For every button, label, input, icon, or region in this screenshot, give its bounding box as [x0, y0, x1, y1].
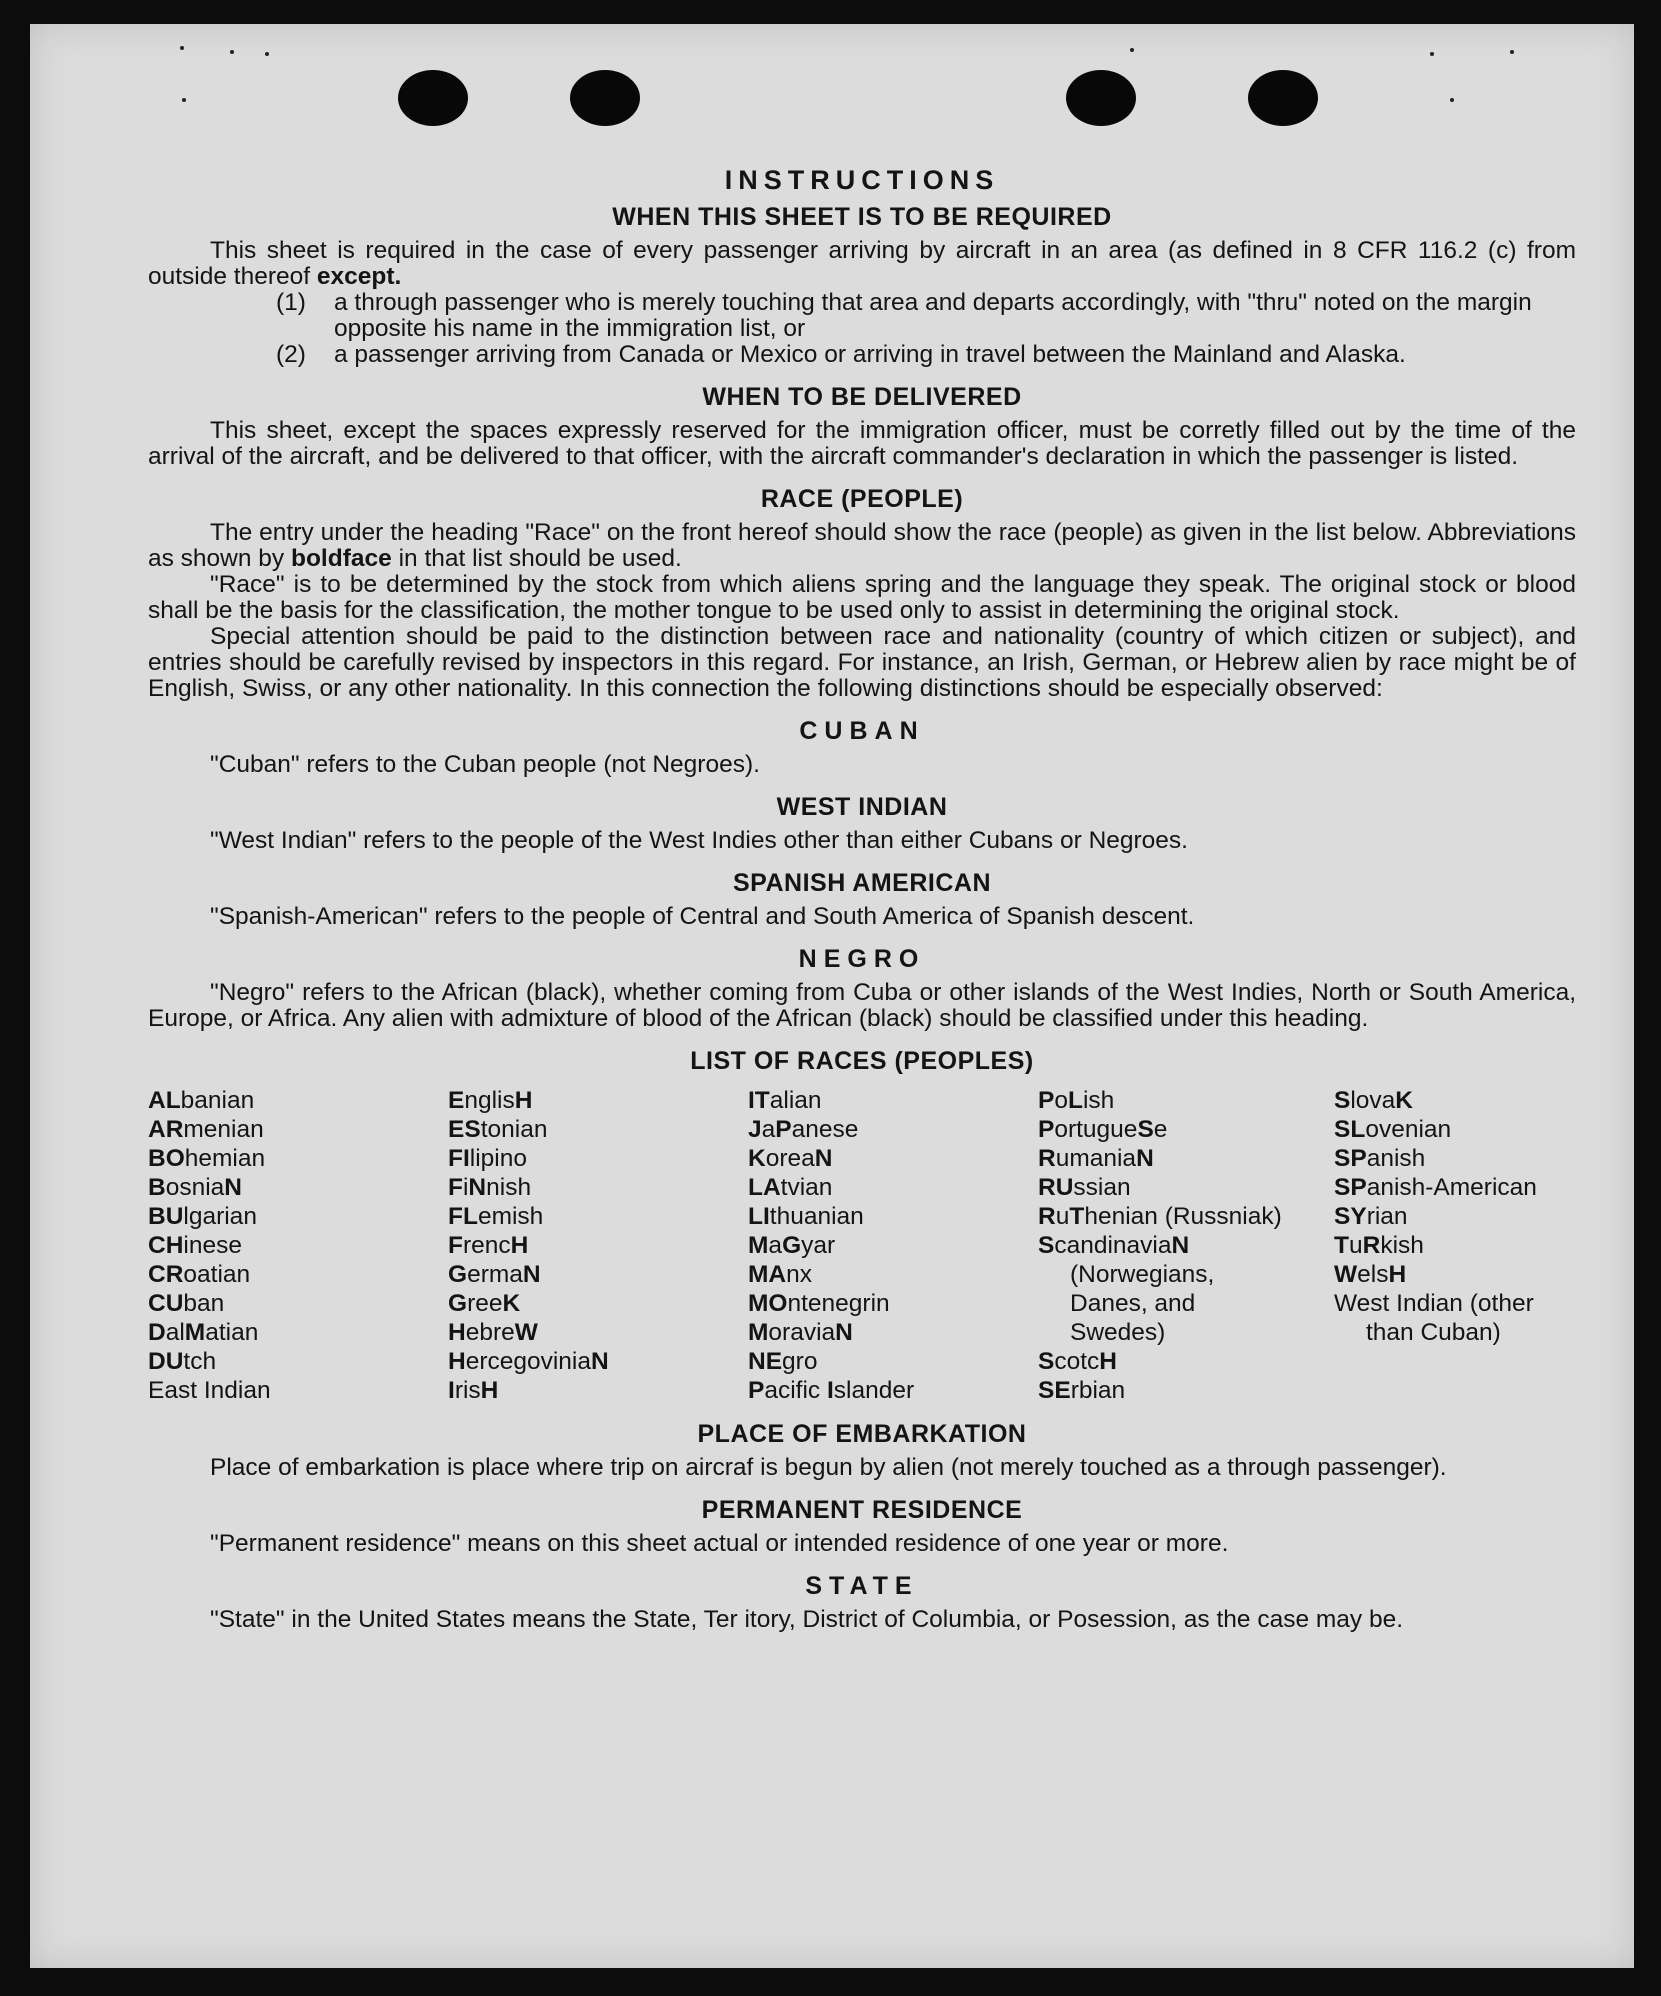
- residence-text: "Permanent residence" means on this sheet actual or intended residence of one year or more.: [210, 1530, 1229, 1557]
- race-item: [1334, 1144, 1576, 1173]
- speck: [230, 50, 234, 54]
- race-item: [448, 1086, 748, 1115]
- exception-item: (2) a passenger arriving from Canada or Mexico or arriving in travel between the Mainland and Alaska.: [276, 341, 1406, 368]
- race-item-part: G: [448, 1261, 468, 1288]
- race-item-part: o: [1054, 1087, 1068, 1114]
- race-item-part: N: [1136, 1145, 1154, 1172]
- race-item-part: ban: [183, 1290, 225, 1317]
- speck: [180, 46, 184, 50]
- race-item-part: ortugue: [1054, 1116, 1138, 1143]
- delivered-text: This sheet, except the spaces expressly reserved for the immigration officer, must be corretly filled out by the time of the arrival of the aircraft, and be delivered to that officer, with the aircraft commander's declaration in which the passenger is listed.: [148, 417, 1576, 470]
- race-item-part: Swedes): [1070, 1319, 1166, 1346]
- race-item: [1334, 1086, 1576, 1115]
- race-item-part: CR: [148, 1261, 184, 1288]
- punch-hole: [1248, 70, 1318, 126]
- race-item-part: R: [1038, 1145, 1056, 1172]
- race-item-part: a: [761, 1116, 776, 1143]
- section-heading-state: STATE: [805, 1572, 919, 1600]
- state-text: "State" in the United States means the State, Ter itory, District of Columbia, or Posession, as the case may be.: [210, 1606, 1404, 1633]
- race-item: [448, 1173, 748, 1202]
- section-heading-spanish-american: SPANISH AMERICAN: [732, 869, 991, 897]
- race-item: [748, 1115, 1038, 1144]
- race-item-part: gro: [782, 1348, 818, 1375]
- race-item-part: atian: [205, 1319, 259, 1346]
- race-item: [1038, 1260, 1334, 1289]
- race-item-part: rian: [1366, 1203, 1408, 1230]
- race-item-part: ercegovinia: [465, 1348, 592, 1375]
- race-item-part: F: [448, 1232, 463, 1259]
- race-item-part: anish-American: [1366, 1174, 1537, 1201]
- race-item: [448, 1376, 748, 1405]
- section-heading-list-of-races: LIST OF RACES (PEOPLES): [690, 1047, 1034, 1075]
- races-column: [148, 1086, 448, 1405]
- race-item: [748, 1260, 1038, 1289]
- race-item-part: I: [826, 1377, 834, 1404]
- race-item: [448, 1347, 748, 1376]
- race-item-part: MA: [748, 1261, 787, 1288]
- race-item-part: G: [448, 1290, 468, 1317]
- punch-hole: [1066, 70, 1136, 126]
- race-item-part: umania: [1055, 1145, 1137, 1172]
- race-item: [148, 1086, 448, 1115]
- race-item-part: ovenian: [1365, 1116, 1452, 1143]
- race-item-part: ish: [1082, 1087, 1115, 1114]
- races-column: [748, 1086, 1038, 1405]
- race-item-part: SP: [1334, 1145, 1367, 1172]
- race-item-part: S: [1038, 1232, 1055, 1259]
- race-item: [748, 1347, 1038, 1376]
- race-item-part: tvian: [780, 1174, 833, 1201]
- spanish-american-text: "Spanish-American" refers to the people of Central and South America of Spanish descent.: [210, 903, 1195, 930]
- race-item-part: P: [1038, 1087, 1055, 1114]
- race-item: [748, 1318, 1038, 1347]
- race-item-part: J: [748, 1116, 762, 1143]
- race-item-part: lgarian: [183, 1203, 257, 1230]
- race-item-part: ris: [454, 1377, 481, 1404]
- race-item-part: NE: [748, 1348, 783, 1375]
- race-item-part: K: [748, 1145, 766, 1172]
- race-item-part: LI: [748, 1203, 770, 1230]
- race-item-part: M: [748, 1319, 769, 1346]
- race-item-part: renc: [462, 1232, 511, 1259]
- race-item: [748, 1376, 1038, 1405]
- race-item-part: lova: [1350, 1087, 1396, 1114]
- race-item: [1334, 1173, 1576, 1202]
- race-item-part: L: [1067, 1087, 1083, 1114]
- race-item: [148, 1202, 448, 1231]
- race-item: [1038, 1289, 1334, 1318]
- race-item-part: M: [184, 1319, 206, 1346]
- race-item-part: kish: [1380, 1232, 1424, 1259]
- race-item-part: W: [1334, 1261, 1358, 1288]
- section-heading-delivered: WHEN TO BE DELIVERED: [702, 383, 1022, 411]
- race-item-part: M: [748, 1232, 769, 1259]
- race-item-part: CH: [148, 1232, 184, 1259]
- race-item-part: MO: [748, 1290, 788, 1317]
- race-item: [1038, 1347, 1334, 1376]
- instructions-content: [148, 164, 1576, 1633]
- race-item-part: ES: [448, 1116, 481, 1143]
- race-item-part: N: [591, 1348, 609, 1375]
- race-item-part: henian (Russniak): [1084, 1203, 1282, 1230]
- race-item-part: lipino: [469, 1145, 527, 1172]
- race-item-part: N: [814, 1145, 833, 1172]
- speck: [1130, 48, 1134, 52]
- document-page: [30, 24, 1634, 1968]
- punch-hole: [570, 70, 640, 126]
- required-text: This sheet is required in the case of every passenger arriving by aircraft in an area (as defined in 8 CFR 116.2 (c) from outside thereof except.: [148, 237, 1576, 290]
- race-item: [1334, 1318, 1576, 1347]
- race-item-part: T: [1069, 1203, 1085, 1230]
- race-item-part: oravia: [768, 1319, 836, 1346]
- section-heading-residence: PERMANENT RESIDENCE: [701, 1496, 1023, 1524]
- race-item-part: East Indian: [148, 1377, 271, 1404]
- race-item-part: P: [1038, 1116, 1055, 1143]
- race-item-part: emish: [477, 1203, 544, 1230]
- race-item: [748, 1231, 1038, 1260]
- race-item-part: ntenegrin: [787, 1290, 890, 1317]
- race-item-part: B: [148, 1174, 166, 1201]
- section-heading-negro: NEGRO: [798, 945, 926, 973]
- section-heading-required: WHEN THIS SHEET IS TO BE REQUIRED: [612, 203, 1112, 231]
- race-item-part: tch: [183, 1348, 217, 1375]
- race-item: [148, 1115, 448, 1144]
- race-item: [1038, 1115, 1334, 1144]
- punch-hole: [398, 70, 468, 126]
- race-item-part: I: [448, 1377, 455, 1404]
- race-item: [448, 1115, 748, 1144]
- race-item-part: SP: [1334, 1174, 1367, 1201]
- races-list: [148, 1086, 1576, 1405]
- race-item-part: N: [224, 1174, 242, 1201]
- section-heading-embarkation: PLACE OF EMBARKATION: [697, 1420, 1027, 1448]
- speck: [1430, 52, 1434, 56]
- race-item: [1334, 1260, 1576, 1289]
- race-item-part: P: [748, 1377, 765, 1404]
- speck: [182, 98, 186, 102]
- race-paragraph-1: The entry under the heading "Race" on the front hereof should show the race (people) as given in the list below. Abbreviations as shown by boldface in that list should be used.: [148, 519, 1576, 572]
- race-item-part: H: [1388, 1261, 1407, 1288]
- race-item-part: (Norwegians,: [1070, 1261, 1215, 1288]
- race-item-part: anese: [791, 1116, 859, 1143]
- races-column: [448, 1086, 748, 1405]
- embarkation-text: Place of embarkation is place where trip on aircraf is begun by alien (not merely touched as a through passenger).: [210, 1454, 1447, 1481]
- race-item-part: nglis: [464, 1087, 515, 1114]
- race-item-part: F: [448, 1174, 463, 1201]
- race-item: [148, 1144, 448, 1173]
- race-item-part: H: [510, 1232, 529, 1259]
- race-item-part: E: [448, 1087, 465, 1114]
- race-item-part: i: [462, 1174, 469, 1201]
- race-item-part: osnia: [165, 1174, 225, 1201]
- race-item: [148, 1376, 448, 1405]
- race-item-part: ebre: [465, 1319, 515, 1346]
- race-item-part: N: [835, 1319, 853, 1346]
- race-item-part: e: [1153, 1116, 1168, 1143]
- race-item-part: West Indian (other: [1334, 1290, 1534, 1317]
- race-item-part: H: [448, 1319, 466, 1346]
- race-item-part: N: [1171, 1232, 1190, 1259]
- race-item: [1038, 1231, 1334, 1260]
- race-item: [1038, 1086, 1334, 1115]
- race-item-part: ssian: [1073, 1174, 1131, 1201]
- race-item-part: SY: [1334, 1203, 1367, 1230]
- race-item-part: AR: [148, 1116, 184, 1143]
- race-item: [148, 1260, 448, 1289]
- section-heading-race: RACE (PEOPLE): [760, 485, 964, 513]
- race-item-part: yar: [801, 1232, 836, 1259]
- race-item-part: RU: [1038, 1174, 1074, 1201]
- race-item-part: els: [1357, 1261, 1389, 1288]
- race-item-part: a: [768, 1232, 783, 1259]
- race-item-part: u: [1055, 1203, 1070, 1230]
- race-item-part: H: [480, 1377, 499, 1404]
- race-item: [748, 1086, 1038, 1115]
- race-item-part: S: [1038, 1348, 1055, 1375]
- race-item-part: alian: [769, 1087, 822, 1114]
- race-item: [448, 1144, 748, 1173]
- race-item-part: oatian: [183, 1261, 251, 1288]
- race-item-part: R: [1362, 1232, 1381, 1259]
- race-item-part: H: [1099, 1348, 1117, 1375]
- speck: [265, 52, 269, 56]
- race-item-part: S: [1137, 1116, 1154, 1143]
- race-item-part: slander: [833, 1377, 915, 1404]
- race-item-part: T: [1334, 1232, 1349, 1259]
- race-item-part: LA: [748, 1174, 781, 1201]
- section-heading-west-indian: WEST INDIAN: [776, 793, 948, 821]
- race-item: [1038, 1318, 1334, 1347]
- race-item-part: S: [1334, 1087, 1351, 1114]
- race-item-part: R: [1038, 1203, 1056, 1230]
- races-column: [1334, 1086, 1576, 1405]
- race-item-part: D: [148, 1319, 166, 1346]
- race-item-part: N: [522, 1261, 541, 1288]
- race-item-part: al: [165, 1319, 185, 1346]
- race-item: [748, 1289, 1038, 1318]
- race-item: [1334, 1202, 1576, 1231]
- race-item-part: CU: [148, 1290, 184, 1317]
- race-paragraph-3: Special attention should be paid to the distinction between race and nationality (country of which citizen or subject), and entries should be carefully revised by inspectors in this regard. For instance, an Irish, German, or Hebrew alien by race might be of English, Swiss, or any other nationality. In this connection the following distinctions should be especially observed:: [148, 623, 1576, 702]
- race-item-part: rbian: [1070, 1377, 1126, 1404]
- race-item-part: orea: [765, 1145, 815, 1172]
- race-item-part: Danes, and: [1070, 1290, 1196, 1317]
- race-item: [1038, 1144, 1334, 1173]
- race-item-part: menian: [183, 1116, 264, 1143]
- race-item-part: nish: [486, 1174, 532, 1201]
- race-item: [1334, 1231, 1576, 1260]
- race-item-part: nx: [786, 1261, 812, 1288]
- race-item-part: banian: [180, 1087, 255, 1114]
- race-item-part: FL: [448, 1203, 478, 1230]
- page-title: INSTRUCTIONS: [724, 165, 1000, 195]
- race-item-part: K: [1395, 1087, 1413, 1114]
- race-item: [748, 1173, 1038, 1202]
- race-item-part: H: [514, 1087, 533, 1114]
- race-item-part: hemian: [184, 1145, 266, 1172]
- race-item-part: SE: [1038, 1377, 1071, 1404]
- race-item-part: BU: [148, 1203, 184, 1230]
- race-item-part: FI: [448, 1145, 470, 1172]
- race-item-part: u: [1348, 1232, 1363, 1259]
- speck: [1450, 98, 1454, 102]
- race-item: [148, 1318, 448, 1347]
- except-word: except.: [316, 263, 402, 290]
- race-item-part: G: [782, 1232, 802, 1259]
- negro-text: "Negro" refers to the African (black), whether coming from Cuba or other islands of the West Indies, North or South America, Europe, or Africa. Any alien with admixture of blood of the African (black) should be classified under this heading.: [148, 979, 1576, 1032]
- race-item: [448, 1289, 748, 1318]
- race-item-part: K: [502, 1290, 521, 1317]
- race-item-part: ree: [467, 1290, 503, 1317]
- west-indian-text: "West Indian" refers to the people of the West Indies other than either Cubans or Negroes.: [210, 827, 1188, 854]
- race-item-part: AL: [148, 1087, 181, 1114]
- race-item-part: inese: [183, 1232, 242, 1259]
- race-item-part: P: [775, 1116, 792, 1143]
- race-item-part: SL: [1334, 1116, 1366, 1143]
- race-item: [1038, 1173, 1334, 1202]
- race-item: [1038, 1376, 1334, 1405]
- race-item-part: H: [448, 1348, 466, 1375]
- race-item: [148, 1289, 448, 1318]
- race-item: [148, 1347, 448, 1376]
- race-item-part: BO: [148, 1145, 185, 1172]
- race-item: [748, 1202, 1038, 1231]
- race-item-part: IT: [748, 1087, 770, 1114]
- race-item-part: DU: [148, 1348, 184, 1375]
- cuban-text: "Cuban" refers to the Cuban people (not Negroes).: [210, 751, 760, 778]
- race-item-part: thuanian: [769, 1203, 864, 1230]
- exception-item: (1) a through passenger who is merely touching that area and departs accordingly, with "thru" noted on the margin opposite his name in the immigration list, or: [276, 289, 1532, 342]
- race-item-part: tonian: [480, 1116, 548, 1143]
- race-item: [1334, 1115, 1576, 1144]
- race-item: [448, 1202, 748, 1231]
- race-paragraph-2: "Race" is to be determined by the stock from which aliens spring and the language they speak. The original stock or blood shall be the basis for the classification, the mother tongue to be used only to assist in determining the original stock.: [148, 571, 1576, 624]
- race-item: [448, 1260, 748, 1289]
- race-item: [148, 1231, 448, 1260]
- speck: [1510, 50, 1514, 54]
- race-item-part: acific: [764, 1377, 827, 1404]
- race-item-part: than Cuban): [1366, 1319, 1501, 1346]
- race-item-part: N: [468, 1174, 487, 1201]
- race-item: [748, 1144, 1038, 1173]
- races-column: [1038, 1086, 1334, 1405]
- race-item-part: erma: [467, 1261, 523, 1288]
- race-item: [448, 1231, 748, 1260]
- race-item: [1038, 1202, 1334, 1231]
- section-heading-cuban: CUBAN: [799, 717, 925, 745]
- race-item: [1334, 1289, 1576, 1318]
- race-item: [448, 1318, 748, 1347]
- race-item-part: anish: [1366, 1145, 1426, 1172]
- race-item: [148, 1173, 448, 1202]
- race-item-part: cotc: [1054, 1348, 1100, 1375]
- race-item-part: candinavia: [1054, 1232, 1172, 1259]
- race-item-part: W: [514, 1319, 538, 1346]
